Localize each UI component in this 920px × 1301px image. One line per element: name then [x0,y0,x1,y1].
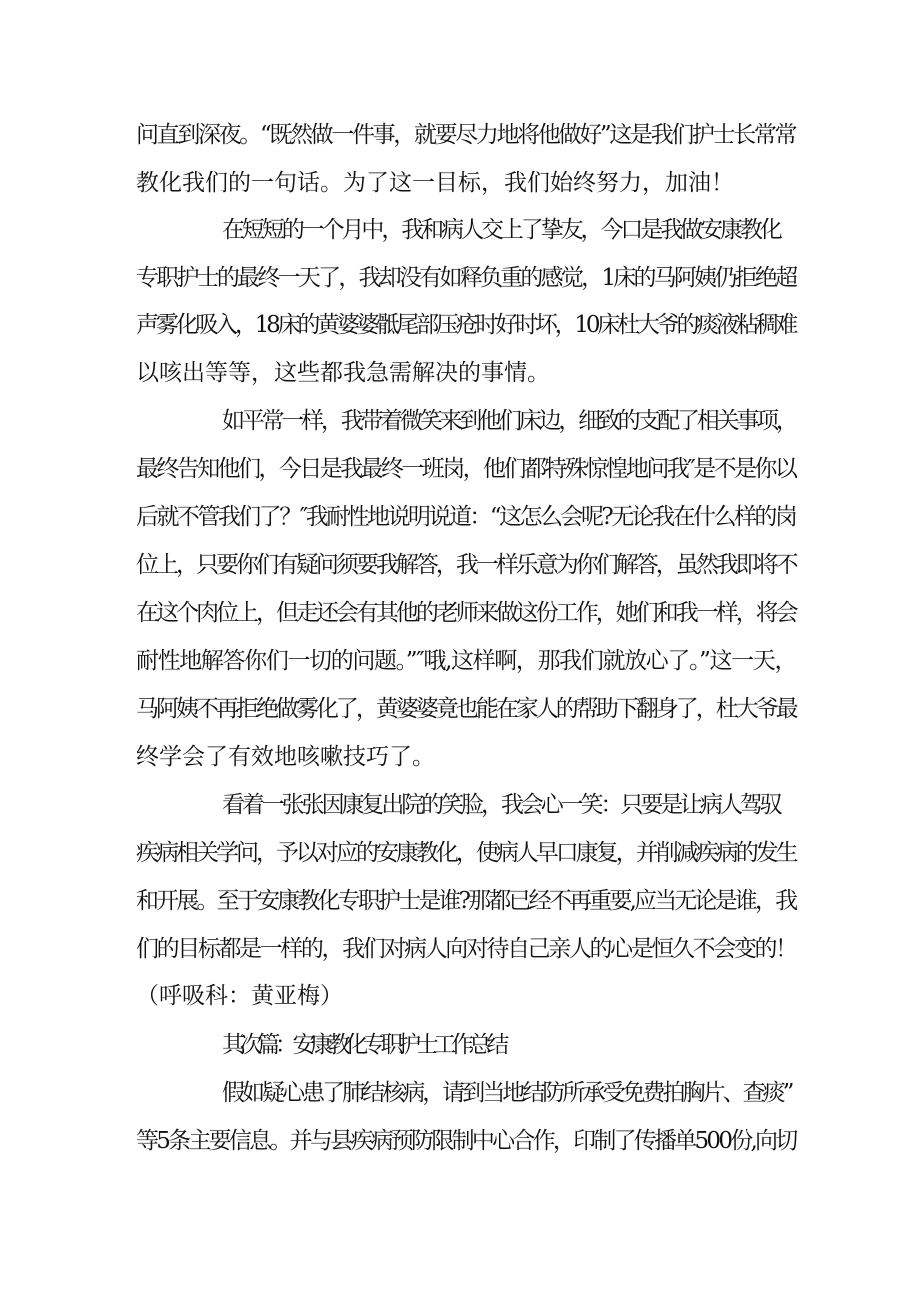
text-line: 在短短的一个月中，我和病人交上了挚友，今口是我做安康教化 [222,217,780,243]
text-line: 假如疑心患了肺结核病，请到当地结防所承受免费拍胸片、查痰” [222,1080,792,1106]
text-line: 专职护士的最终一天了，我却没有如释负重的感觉，1床的马阿姨仍拒绝超 [136,265,796,291]
text-line: 在这个肉位上，但走还会有其他的老师来做这份工作，她们和我一样，将会 [136,600,796,626]
text-line: 问直到深夜。“既然做一件事，就要尽力地将他做好”这是我们护士长常常 [136,122,796,148]
text-line: 看着一张张因康复出院的笑脸，我会心一笑：只要是让病人驾驭 [222,792,780,818]
text-line: 位上，只要你们有疑问须要我解答，我一样乐意为你们解答，虽然我即将不 [136,552,796,578]
text-line: 们的目标都是一样的，我们对病人向对待自己亲人的心是恒久不会变的！ [136,936,796,962]
text-line: 以咳出等等，这些都我急需解决的事情。 [136,360,550,386]
text-line: 声雾化吸入，18床的黄婆婆骶尾部压疮时好时坏，10床杜大爷的痰液粘稠难 [136,312,796,338]
text-line: 终学会了有效地咳嗽技巧了。 [136,744,435,770]
text-line: 马阿姨不再拒绝做雾化了，黄婆婆竟也能在家人的帮助下翻身了，杜大爷最 [136,696,796,722]
text-line: 最终告知他们，今日是我最终一班岗，他们都特殊惊惶地问我″是不是你以 [136,456,796,482]
text-line: 等5条主要信息。并与县疾病预防限制中心合作，印制了传播单500份,向切 [136,1128,796,1154]
text-line: 和开展。至于安康教化专职护士是谁?那都已经不再重要,应当无论是谁，我 [136,888,796,914]
text-line: 疾病相关学问，予以对应的安康教化，使病人早口康复，并削减疾病的发生 [136,840,796,866]
text-line: （呼吸科：黄亚梅） [136,983,343,1009]
text-line: 如平常一样，我带着微笑来到他们床边，细致的支配了相关事项， [222,408,796,434]
section-heading: 其次篇：安康教化专职护士工作总结 [222,1032,504,1058]
text-line: 后就不管我们了？″我耐性地说明说道：“这怎么会呢?无论我在什么样的岗 [136,504,796,530]
text-line: 耐性地解答你们一切的问题。”″哦,这样啊，那我们就放心了。”这一天， [136,648,797,674]
text-line: 教化我们的一句话。为了这一目标，我们始终努力，加油！ [136,170,734,196]
